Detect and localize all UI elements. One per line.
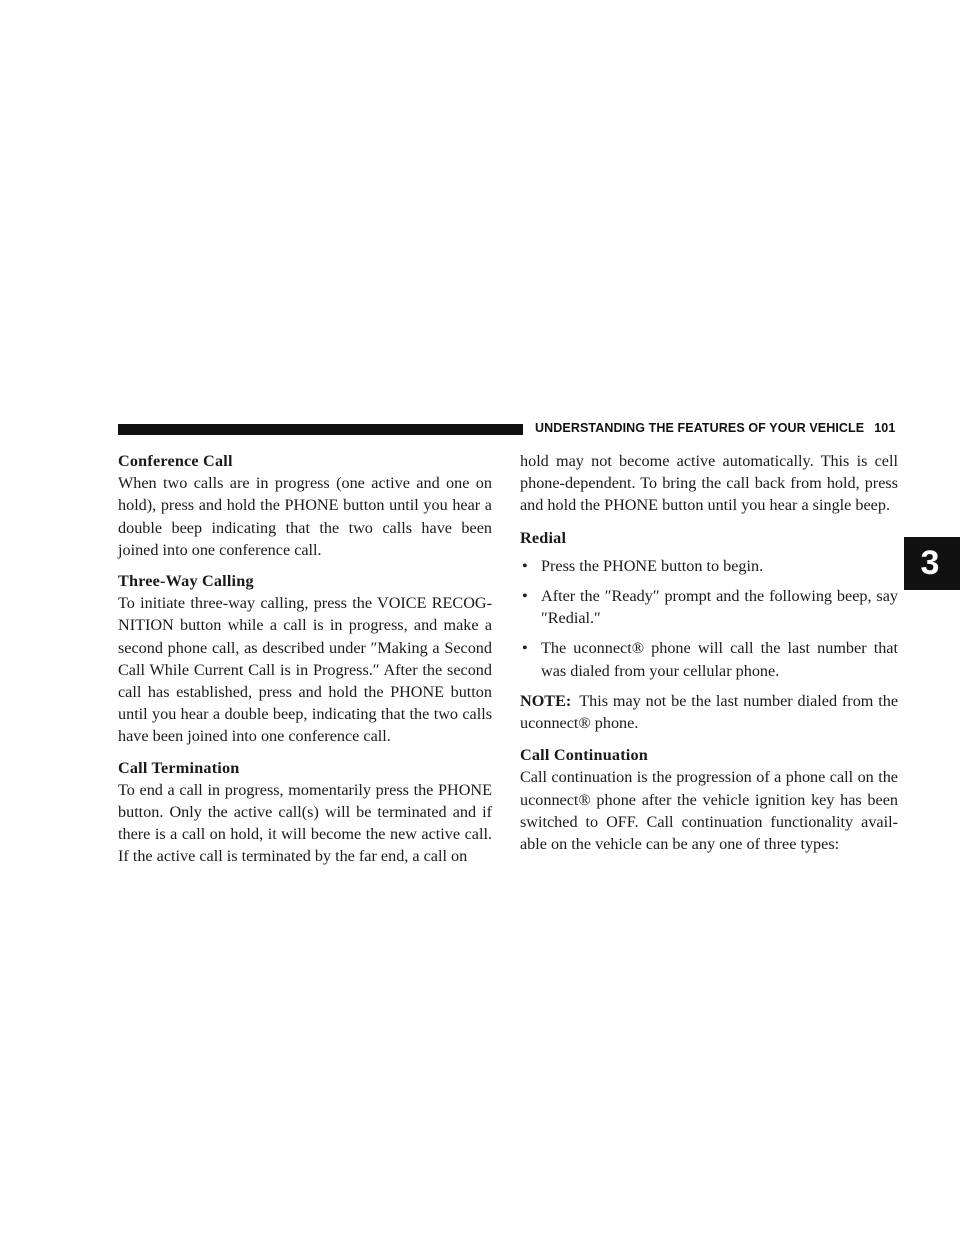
running-header: [535, 421, 895, 435]
list-item: • Press the PHONE button to begin.: [520, 555, 898, 577]
call-termination-heading: Call Termination: [118, 758, 240, 777]
list-item: • After the ″Ready″ prompt and the following beep, say ″Redial.″: [522, 587, 898, 628]
bullet-icon: •: [522, 639, 528, 658]
continued-paragraph: hold may not become active automatically. This is cell phone-dependent. To bring the call back from hold, press and hold the PHONE button until you hear a single beep.: [520, 452, 898, 515]
page-number: 101: [874, 421, 896, 435]
redial-list: [520, 555, 898, 682]
three-way-calling-heading: Three-Way Calling: [118, 572, 254, 591]
call-termination-body: To end a call in progress, momentarily press the PHONE button. Only the active call(s) will be terminated and if there is a call on hold, it will become the new active call. If the active call is terminated by the far end, a call on: [118, 780, 492, 866]
chapter-tab: 3: [904, 537, 960, 590]
conference-call-body: When two calls are in progress (one active and one on hold), press and hold the PHONE button until you hear a double beep indicating that the two calls have been joined into one conference call.: [118, 474, 492, 559]
three-way-calling-body: To initiate three-way calling, press the VOICE RECOG-NITION button while a call is in progress, and make a second phone call, as described under ″Making a Second Call While Current Call is in Progress.″ After the second call has established, press and hold the PHONE button until you hear a double beep, indicating that the two calls have been joined into one conference call.: [118, 594, 492, 746]
note-label: NOTE:: [520, 691, 572, 710]
conference-call-heading: Conference Call: [118, 452, 233, 470]
list-item: • The uconnect® phone will call the last number that was dialed from your cellular phone.: [522, 639, 898, 680]
redial-heading: Redial: [520, 528, 567, 547]
right-column: [520, 450, 898, 855]
call-continuation-heading: Call Continuation: [520, 746, 648, 765]
left-column: [118, 450, 492, 868]
note-text: This may not be the last number dialed from the uconnect® phone.: [520, 691, 898, 733]
bullet-icon: •: [522, 587, 528, 606]
note: [520, 690, 898, 734]
call-continuation-body: Call continuation is the progression of a phone call on the uconnect® phone after the vehicle ignition key has been switched to OFF. Call continuation functionality avail-able on the vehicle can be any one of three types:: [520, 768, 898, 854]
header-title: UNDERSTANDING THE FEATURES OF YOUR VEHICLE: [535, 421, 865, 435]
bullet-icon: •: [522, 556, 528, 575]
header-rule: [118, 424, 523, 435]
